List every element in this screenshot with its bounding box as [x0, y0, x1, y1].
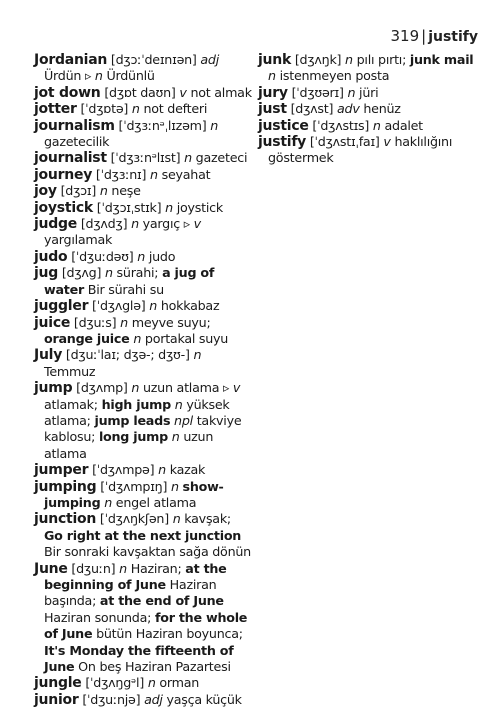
pronunciation: [ˈdʒʌstɪs]	[308, 117, 373, 133]
definition-text: not defteri	[139, 101, 208, 117]
headword: justify	[258, 134, 307, 151]
example-phrase: at the end of June	[99, 593, 224, 609]
definition-text: uzun atlama	[44, 429, 214, 461]
pronunciation: [ˈdʒuːdəʊ]	[67, 248, 138, 264]
headword: jury	[258, 84, 288, 101]
part-of-speech: n	[147, 675, 156, 691]
pronunciation: [ˈdʒɜːnɪ]	[92, 166, 151, 182]
pronunciation: [ˈdʒʌŋgᵊl]	[81, 675, 148, 691]
headword: junior	[34, 691, 79, 708]
definition-text: yargılamak	[44, 232, 113, 248]
headword: journey	[34, 166, 93, 183]
pronunciation: [dʒɒt daʊn]	[100, 84, 180, 100]
dictionary-entry	[34, 216, 252, 249]
dictionary-entry	[34, 462, 252, 478]
part-of-speech: n	[150, 166, 158, 182]
part-of-speech: n	[137, 248, 146, 264]
pronunciation: [ˈdʒʌstɪˌfaɪ]	[306, 134, 384, 150]
headword: journalism	[34, 117, 115, 134]
definition-text: On beş Haziran Pazartesi	[74, 659, 231, 675]
definition-text: atlamak;	[44, 396, 102, 412]
part-of-speech: n	[170, 478, 179, 494]
dictionary-entry	[34, 380, 252, 462]
pronunciation: [ˈdʒɔɪˌstɪk]	[92, 199, 166, 215]
pronunciation: [ˈdʒʌŋkʃən]	[96, 511, 173, 527]
definition-text: kazak	[165, 462, 206, 478]
header-separator: |	[421, 27, 427, 45]
part-of-speech: n	[120, 314, 128, 330]
definition-text: neşe	[107, 183, 141, 199]
definition-text: hokkabaz	[157, 298, 220, 314]
pronunciation: [dʒuːn]	[67, 560, 120, 576]
dictionary-entry	[34, 675, 252, 691]
part-of-speech: adj	[200, 52, 220, 67]
pronunciation: [ˈdʒʌmpə]	[88, 462, 159, 478]
guide-word: justify	[428, 29, 478, 45]
headword: journalist	[34, 150, 107, 167]
definition-text: portakal suyu	[141, 330, 229, 346]
headword: judge	[34, 216, 78, 233]
example-phrase: high jump	[101, 396, 171, 412]
dictionary-entry	[34, 150, 252, 166]
definition-text: yargıç ▹	[138, 216, 194, 232]
definition-text: haklılığını göstermek	[268, 134, 453, 166]
definition-text: engel atlama	[112, 494, 197, 510]
page-header	[390, 27, 478, 46]
definition-text: uzun atlama ▹	[139, 380, 233, 396]
headword: jump	[34, 380, 73, 397]
part-of-speech: n	[131, 216, 139, 232]
dictionary-entry	[34, 298, 252, 314]
dictionary-entry	[34, 315, 252, 348]
part-of-speech: n	[149, 298, 158, 314]
part-of-speech: adj	[144, 691, 163, 707]
definition-text: Haziran;	[126, 560, 186, 576]
headword: July	[34, 347, 63, 364]
part-of-speech: v	[232, 380, 241, 396]
part-of-speech: v	[193, 216, 201, 232]
pronunciation: [dʒuːs]	[70, 314, 121, 330]
dictionary-entry	[34, 479, 252, 512]
dictionary-entry	[258, 101, 480, 117]
definition-text: orman	[155, 675, 200, 691]
definition-text: kavşak;	[180, 511, 231, 527]
dictionary-column-right	[258, 52, 480, 167]
part-of-speech: n	[94, 68, 103, 84]
definition-text: yaşça küçük	[162, 691, 242, 707]
dictionary-entry	[258, 134, 480, 167]
dictionary-entry	[34, 511, 252, 560]
definition-text: Ürdünlü	[102, 68, 155, 84]
headword: joy	[34, 183, 57, 200]
part-of-speech: n	[172, 511, 181, 527]
definition-text: Haziran başında;	[44, 577, 217, 609]
example-phrase: junk mail	[409, 52, 474, 67]
dictionary-column-left	[34, 52, 252, 708]
headword: jug	[34, 265, 59, 282]
dictionary-entry	[34, 347, 252, 380]
definition-text: istenmeyen posta	[275, 68, 390, 84]
part-of-speech: n	[158, 462, 166, 478]
pronunciation: [dʒʌmp]	[72, 380, 132, 396]
headword: June	[34, 560, 68, 577]
headword: justice	[258, 117, 309, 134]
pronunciation: [dʒʌŋk]	[291, 52, 346, 67]
dictionary-entry	[258, 52, 480, 85]
definition-text: joystick	[172, 199, 223, 215]
page-number: 319	[390, 27, 420, 45]
example-phrase: long jump	[98, 429, 168, 445]
definition-text: yüksek atlama;	[44, 396, 230, 428]
part-of-speech: n	[171, 429, 180, 445]
part-of-speech: adv	[337, 101, 360, 117]
dictionary-entry	[34, 200, 252, 216]
headword: juice	[34, 314, 71, 331]
definition-text: bütün Haziran boyunca;	[92, 626, 243, 642]
headword: junk	[258, 52, 292, 68]
example-phrase: Go right at the next junction	[44, 527, 242, 543]
pronunciation: [ˈdʒɜːnᵊˌlɪzəm]	[114, 117, 211, 133]
example-phrase: orange juice	[44, 330, 130, 346]
headword: jungle	[34, 675, 82, 692]
headword: Jordanian	[34, 52, 108, 68]
pronunciation: [ˈdʒuːnjə]	[78, 691, 145, 707]
part-of-speech: n	[99, 183, 108, 199]
part-of-speech: n	[104, 494, 112, 510]
definition-text: gazeteci	[191, 150, 248, 166]
pronunciation: [ˈdʒɜːnᵊlɪst]	[106, 150, 185, 166]
part-of-speech: n	[347, 84, 356, 100]
dictionary-entry	[34, 52, 252, 85]
headword: jumping	[34, 478, 97, 495]
part-of-speech: n	[131, 101, 140, 117]
part-of-speech: n	[268, 68, 276, 84]
part-of-speech: n	[119, 560, 127, 576]
headword: junction	[34, 511, 97, 528]
part-of-speech: n	[104, 265, 113, 281]
dictionary-entry	[34, 692, 252, 708]
headword: jumper	[34, 462, 89, 479]
definition-text: takviye kablosu;	[44, 412, 242, 445]
definition-text: not almak	[186, 84, 252, 100]
dictionary-entry	[34, 183, 252, 199]
dictionary-entry	[34, 249, 252, 265]
definition-text: Bir sonraki kavşaktan sağa dönün	[44, 544, 251, 560]
part-of-speech: n	[193, 347, 202, 363]
part-of-speech: n	[345, 52, 353, 67]
definition-text: sürahi;	[112, 265, 163, 281]
part-of-speech: npl	[174, 412, 193, 428]
example-phrase: a jug of water	[44, 265, 215, 297]
pronunciation: [dʒɔɪ]	[56, 183, 100, 199]
pronunciation: [dʒɔːˈdeɪnɪən]	[107, 52, 201, 67]
dictionary-entry	[34, 85, 252, 101]
part-of-speech: n	[133, 330, 142, 346]
dictionary-entry	[34, 118, 252, 151]
definition-text: Bir sürahi su	[83, 281, 164, 297]
dictionary-entry	[34, 101, 252, 117]
headword: juggler	[34, 298, 89, 315]
dictionary-entry	[34, 561, 252, 676]
part-of-speech: n	[184, 150, 192, 166]
pronunciation: [dʒʌst]	[286, 101, 337, 117]
pronunciation: [ˈdʒɒtə]	[76, 101, 132, 117]
definition-text: Ürdün ▹	[44, 68, 95, 84]
pronunciation: [dʒʌg]	[58, 265, 105, 281]
part-of-speech: n	[210, 117, 219, 133]
part-of-speech: n	[131, 380, 140, 396]
dictionary-entry	[34, 265, 252, 298]
example-phrase: at the beginning of June	[44, 560, 227, 592]
definition-text: pılı pırtı;	[352, 52, 410, 67]
pronunciation: [dʒʌdʒ]	[77, 216, 132, 232]
example-phrase: for the whole of June	[44, 609, 248, 642]
definition-text: adalet	[380, 117, 423, 133]
part-of-speech: n	[174, 396, 183, 412]
headword: jotter	[34, 101, 77, 118]
pronunciation: [ˈdʒʌmpɪŋ]	[96, 478, 171, 494]
pronunciation: [ˈdʒʊərɪ]	[287, 84, 348, 100]
pronunciation: [dʒuːˈlaɪ; dʒə-; dʒʊ-]	[62, 347, 194, 363]
example-phrase: jump leads	[94, 412, 171, 428]
definition-text: seyahat	[157, 166, 211, 182]
definition-text: Haziran sonunda;	[44, 609, 155, 625]
definition-text: judo	[145, 248, 176, 264]
headword: judo	[34, 248, 68, 265]
definition-text: Temmuz	[44, 363, 96, 379]
headword: joystick	[34, 199, 93, 216]
pronunciation: [ˈdʒʌglə]	[88, 298, 150, 314]
headword: jot down	[34, 84, 101, 101]
definition-text: henüz	[359, 101, 401, 117]
dictionary-entry	[258, 118, 480, 134]
part-of-speech: v	[383, 134, 391, 150]
headword: just	[258, 101, 287, 118]
example-phrase: show-jumping	[44, 478, 224, 510]
definition-text: jüri	[355, 84, 379, 100]
dictionary-entry	[258, 85, 480, 101]
part-of-speech: v	[179, 84, 187, 100]
part-of-speech: n	[372, 117, 381, 133]
example-phrase: It's Monday the fifteenth of June	[44, 642, 234, 675]
definition-text: gazetecilik	[44, 134, 110, 150]
part-of-speech: n	[165, 199, 173, 215]
definition-text: meyve suyu;	[127, 314, 211, 330]
dictionary-entry	[34, 167, 252, 183]
